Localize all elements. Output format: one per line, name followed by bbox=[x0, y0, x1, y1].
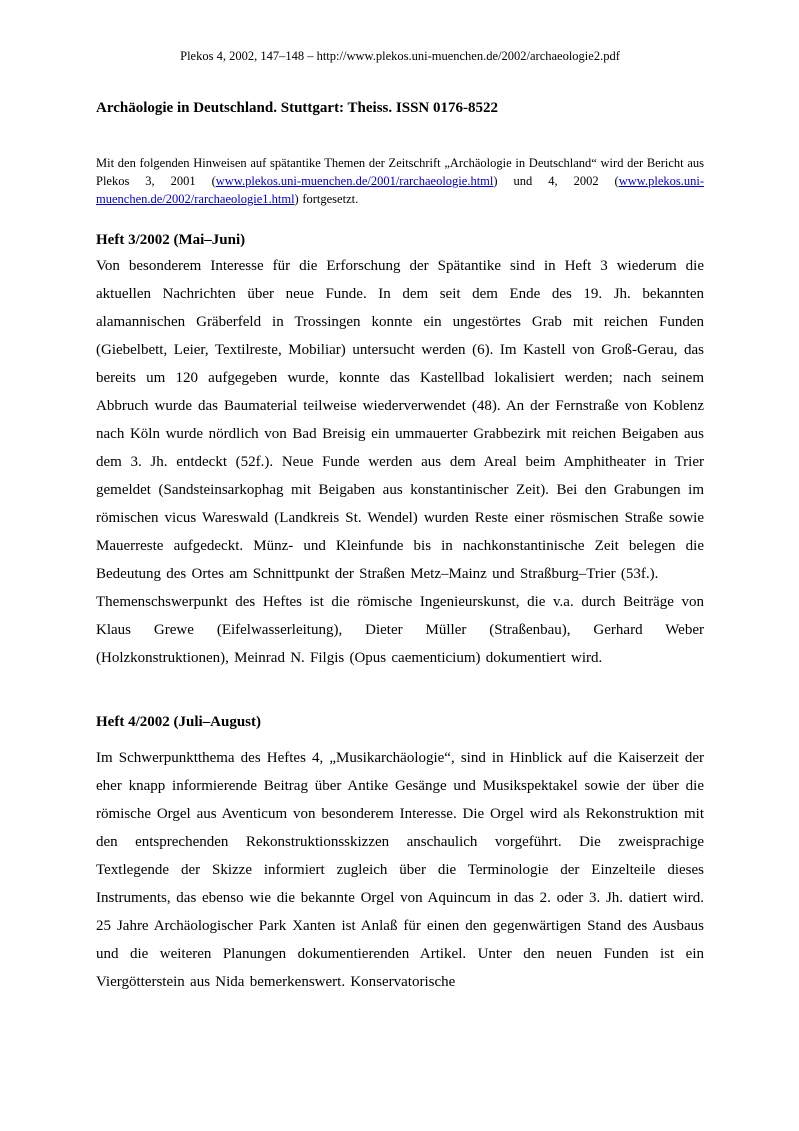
intro-paragraph bbox=[96, 154, 704, 208]
paragraph-heft4-musikarchaeologie: Im Schwerpunktthema des Heftes 4, „Musikarchäologie“, sind in Hinblick auf die Kaiserzeit der eher knapp informierende Beitrag über Antike Gesänge und Musikspektakel sowie der über die römische Orgel aus Aventicum von besonderem Interesse. Die Orgel wird als Rekonstruktion mit den entsprechenden Rekonstruktionsskizzen anschaulich vorgeführt. Die zweisprachige Textlegende der Skizze informiert zugleich über die Terminologie der Einzelteile dieses Instruments, das ebenso wie die bekannte Orgel von Aquincum in das 2. oder 3. Jh. datiert wird. 25 Jahre Archäologischer Park Xanten ist Anlaß für einen den gegenwärtigen Stand des Ausbaus und die weiteren Planungen dokumentierenden Artikel. Unter den neuen Funden ist ein Viergötterstein aus Nida bemerkenswert. Konservatorische bbox=[96, 750, 704, 990]
section-heading-heft-4-2002: Heft 4/2002 (Juli–August) bbox=[96, 714, 261, 730]
intro-text-before-link1: Mit den folgenden Hinweisen auf spätantike Themen der Zeitschrift „Archäologie in Deutschland“ wird der Bericht aus Plekos 3, 2001 ( bbox=[96, 156, 704, 188]
paragraph-heft3-themenschwerpunkt: Themenschswerpunkt des Heftes ist die römische Ingenieurskunst, die v.a. durch Beiträge von Klaus Grewe (Eifelwasserleitung), Dieter Müller (Straßenbau), Gerhard Weber (Holzkonstruktionen), Meinrad N. Filgis (Opus caementicium) dokumentiert wird. bbox=[96, 594, 704, 666]
section-heading-heft-3-2002: Heft 3/2002 (Mai–Juni) bbox=[96, 232, 246, 248]
link-plekos-2001-report[interactable]: www.plekos.uni-muenchen.de/2001/rarchaeologie.html bbox=[215, 174, 494, 188]
page-title: Archäologie in Deutschland. Stuttgart: Theiss. ISSN 0176-8522 bbox=[96, 100, 498, 116]
intro-text-between-links: ) und 4, 2002 ( bbox=[493, 174, 619, 188]
intro-text-after-link2: ) fortgesetzt. bbox=[294, 192, 359, 206]
running-header: Plekos 4, 2002, 147–148 – http://www.plekos.uni-muenchen.de/2002/archaeologie2.pdf bbox=[180, 49, 620, 63]
paragraph-heft3-funde: Von besonderem Interesse für die Erforschung der Spätantike sind in Heft 3 wiederum die aktuellen Nachrichten über neue Funde. In dem seit dem Ende des 19. Jh. bekannten alamannischen Gräberfeld in Trossingen konnte ein ungestörtes Grab mit reichen Funden (Giebelbett, Leier, Textilreste, Mobiliar) untersucht werden (6). Im Kastell von Groß-Gerau, das bereits um 120 aufgegeben wurde, konnte das Kastellbad lokalisiert werden; nach seinem Abbruch wurde das Baumaterial teilweise wiederverwendet (48). An der Fernstraße von Koblenz nach Köln wurde nördlich von Bad Breisig ein ummauerter Grabbezirk mit reichen Beigaben aus dem 3. Jh. entdeckt (52f.). Neue Funde werden aus dem Areal beim Amphitheater in Trier gemeldet (Sandsteinsarkophag mit Beigaben aus konstantinischer Zeit). Bei den Grabungen im römischen vicus Wareswald (Landkreis St. Wendel) wurden Reste einer rösmischen Straße sowie Mauerreste aufgedeckt. Münz- und Kleinfunde bis in nachkonstantinische Zeit belegen die Bedeutung des Ortes am Schnittpunkt der Straßen Metz–Mainz und Straßburg–Trier (53f.). bbox=[96, 258, 704, 582]
link-plekos-2002-report[interactable]: www.plekos.uni-muenchen.de/2002/rarchaeologie1.html bbox=[96, 174, 704, 206]
